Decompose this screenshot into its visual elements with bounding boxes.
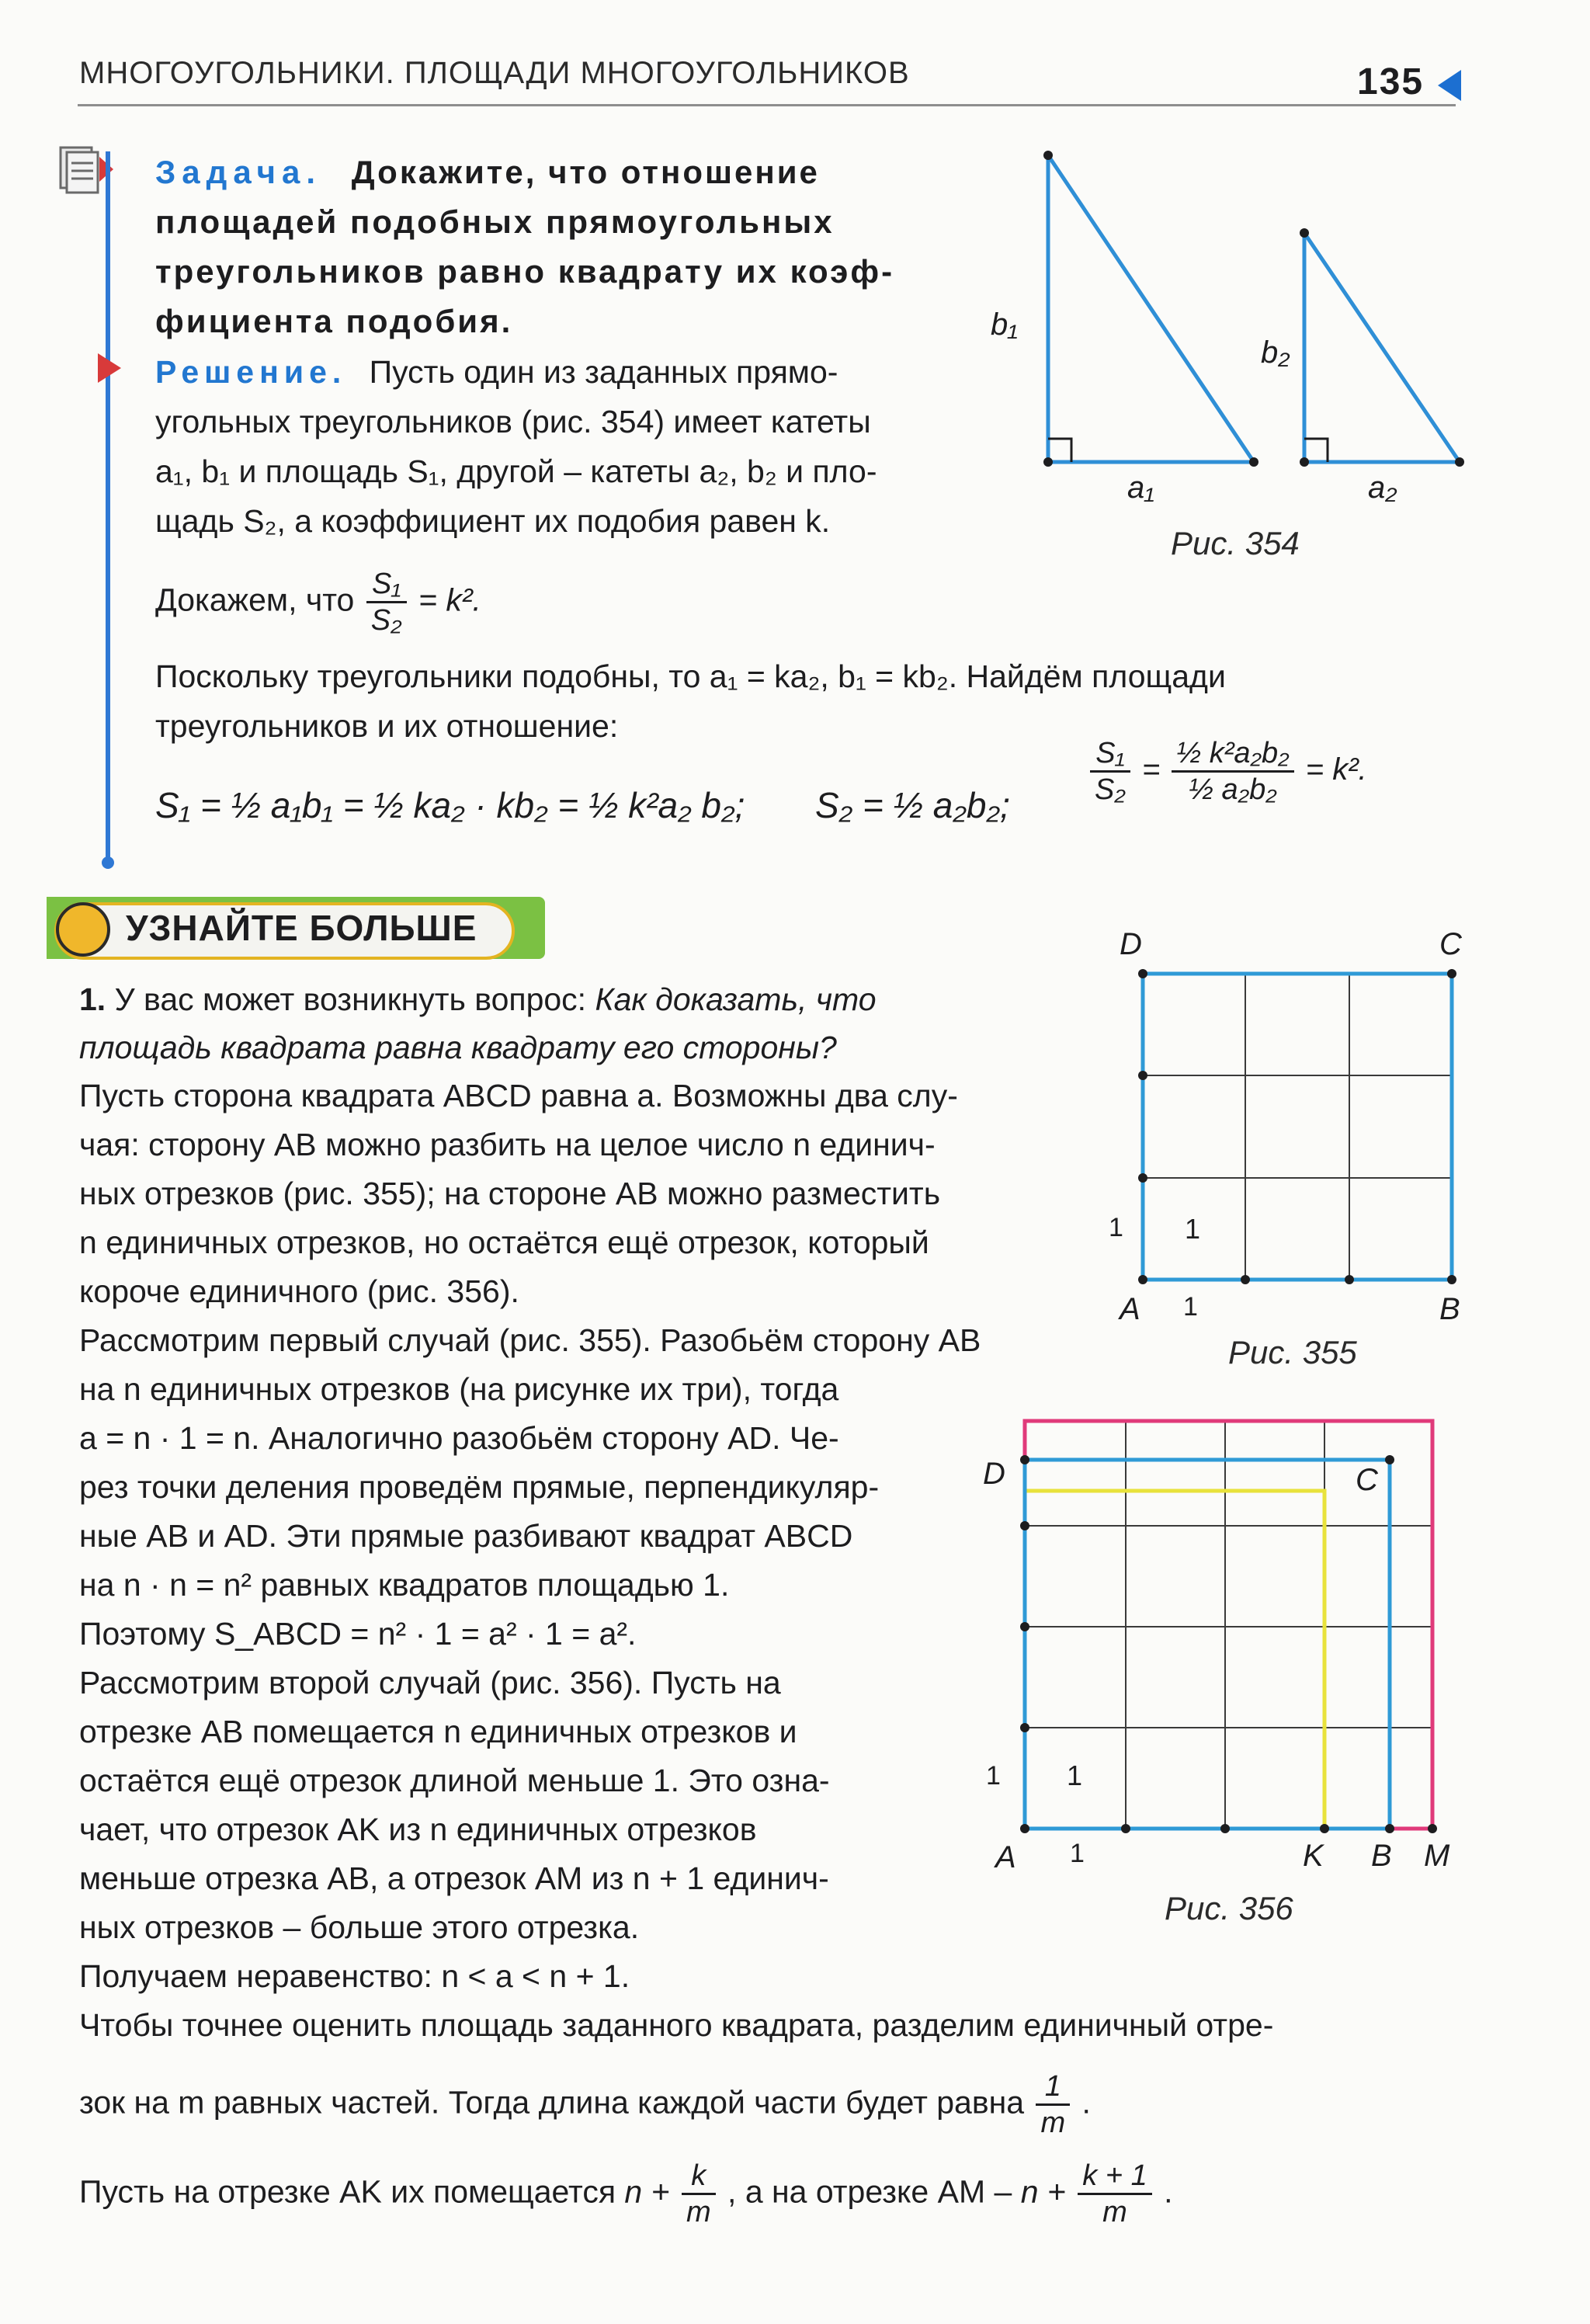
- solution-line-4: щадь S₂, а коэффициент их подобия равен k.: [155, 503, 831, 539]
- more-line-b6: Рассмотрим второй случай (рис. 356). Пусть на: [79, 1665, 781, 1700]
- fig355-caption: Рис. 355: [1228, 1334, 1357, 1370]
- more-line-b7: отрезке AB помещается n единичных отрезков и: [79, 1714, 797, 1749]
- fig354-caption: Рис. 354: [1171, 525, 1300, 561]
- more-line-b11: ных отрезков – больше этого отрезка.: [79, 1909, 640, 1945]
- solution-marker-icon: [98, 353, 121, 383]
- more-line-1: 1. У вас может возникнуть вопрос: Как доказать, что: [79, 981, 877, 1017]
- more-line-b12: Получаем неравенство: n < a < n + 1.: [79, 1958, 630, 1994]
- more-line-b8: остаётся ещё отрезок длиной меньше 1. Это озна-: [79, 1763, 830, 1798]
- more-line-a1: чая: сторону AB можно разбить на целое число n единич-: [79, 1127, 936, 1162]
- fig356-unit-cell: 1: [1067, 1760, 1083, 1791]
- fig356-caption: Рис. 356: [1165, 1890, 1293, 1926]
- fig356-unit-side: 1: [986, 1761, 1001, 1791]
- more-line-a0: Пусть сторона квадрата ABCD равна a. Возможны два слу-: [79, 1078, 958, 1113]
- more-line-2: площадь квадрата равна квадрату его стороны?: [79, 1030, 837, 1065]
- solution-line-3: a₁, b₁ и площадь S₁, другой – катеты a₂, b₂ и пло-: [155, 453, 877, 489]
- fig355-label-B: B: [1439, 1292, 1460, 1326]
- fig356-label-M: M: [1424, 1839, 1450, 1873]
- since-line-1: Поскольку треугольники подобны, то a₁ = ka₂, b₁ = kb₂. Найдём площади: [155, 658, 1226, 694]
- task-label: Задача.: [155, 154, 322, 190]
- fig355-unit-cell: 1: [1185, 1213, 1201, 1245]
- more-line-b5: Поэтому S_ABCD = n² · 1 = a² · 1 = a².: [79, 1616, 637, 1652]
- more-line-b2: рез точки деления проведём прямые, перпендикуляр-: [79, 1469, 880, 1505]
- fig355-label-A: A: [1120, 1292, 1140, 1326]
- figure-355: [1102, 963, 1491, 1304]
- fig356-label-K: K: [1303, 1839, 1324, 1873]
- fig354-label-b1: b₁: [991, 307, 1018, 342]
- fig356-unit-bottom: 1: [1070, 1839, 1085, 1868]
- task-line-3: треугольников равно квадрату их коэф-: [155, 253, 895, 290]
- more-line-a2: ных отрезков (рис. 355); на стороне AB можно разместить: [79, 1176, 941, 1211]
- header-divider: [78, 104, 1456, 106]
- more-line-b3: ные AB и AD. Эти прямые разбивают квадрат ABCD: [79, 1518, 853, 1554]
- fig356-label-B: B: [1371, 1839, 1392, 1873]
- page-number: 135: [1357, 61, 1425, 102]
- fig356-label-A: A: [995, 1840, 1016, 1874]
- since-line-2: треугольников и их отношение:: [155, 708, 619, 744]
- fig355-label-C: C: [1439, 927, 1462, 961]
- full-line-2: зок на m равных частей. Тогда длина каждой части будет равна $\frac{1}{m}$ .: [79, 2070, 1091, 2139]
- fig354-label-b2: b₂: [1261, 335, 1290, 370]
- solution-line-2: угольных треугольников (рис. 354) имеет катеты: [155, 404, 871, 439]
- task-line-2: площадей подобных прямоугольных: [155, 203, 835, 240]
- formula-s2: S₂ = ½ a₂b₂;: [815, 785, 1010, 825]
- more-line-b9: чает, что отрезок AK из n единичных отрезков: [79, 1812, 757, 1847]
- banner-title: УЗНАЙТЕ БОЛЬШЕ: [126, 908, 477, 948]
- page-marker-icon: [1438, 70, 1461, 101]
- running-header: МНОГОУГОЛЬНИКИ. ПЛОЩАДИ МНОГОУГОЛЬНИКОВ: [79, 56, 910, 90]
- task-side-bar: [106, 151, 110, 862]
- more-line-b0: на n единичных отрезков (на рисунке их три), тогда: [79, 1371, 839, 1407]
- more-line-a3: n единичных отрезков, но остаётся ещё отрезок, который: [79, 1225, 929, 1260]
- fig355-unit-side: 1: [1109, 1213, 1123, 1242]
- formula-s1: S₁ = ½ a₁b₁ = ½ ka₂ · kb₂ = ½ k²a₂ b₂;: [155, 785, 745, 825]
- solution-line-1: Решение. Пусть один из заданных прямо-: [155, 354, 838, 390]
- fig354-label-a2: a₂: [1368, 471, 1397, 505]
- fig355-label-D: D: [1120, 927, 1142, 961]
- formula-ratio: $\frac{\text{S₁}}{\text{S₂}}$ = $\frac{\text{½ k²a₂b₂}}{\text{½ a₂b₂}}$ = k².: [1087, 736, 1367, 807]
- fig354-label-a1: a₁: [1127, 471, 1154, 505]
- figure-354: [978, 140, 1475, 544]
- books-icon: [56, 902, 110, 957]
- full-line-3: Пусть на отрезке AK их помещается n + $\frac{k}{m}$ , а на отрезке AM – n + $\frac{k + 1}{m}$ .: [79, 2159, 1173, 2228]
- more-line-b4: на n · n = n² равных квадратов площадью 1.: [79, 1567, 730, 1603]
- fig356-label-C: C: [1356, 1463, 1378, 1497]
- task-line-4: фициента подобия.: [155, 303, 513, 339]
- prove-fraction: $\frac{\text{S₁}}{\text{S₂}}$: [366, 567, 407, 637]
- more-line-a4: короче единичного (рис. 356).: [79, 1273, 519, 1309]
- more-line-b10: меньше отрезка AB, а отрезок AM из n + 1 единич-: [79, 1860, 829, 1896]
- solution-label: Решение.: [155, 354, 347, 390]
- task-side-bar-end: [102, 856, 114, 869]
- prove-line: Докажем, что $\frac{\text{S₁}}{\text{S₂}}$ = k².: [155, 568, 481, 637]
- fig356-label-D: D: [983, 1457, 1005, 1491]
- more-line-a5: Рассмотрим первый случай (рис. 355). Разобьём сторону AB: [79, 1322, 981, 1358]
- full-line-1: Чтобы точнее оценить площадь заданного квадрата, разделим единичный отре-: [79, 2007, 1274, 2043]
- fig355-unit-bottom: 1: [1183, 1292, 1198, 1322]
- more-line-b1: a = n · 1 = n. Аналогично разобьём сторону AD. Че-: [79, 1420, 839, 1456]
- task-line-1: Задача. Докажите, что отношение: [155, 154, 820, 190]
